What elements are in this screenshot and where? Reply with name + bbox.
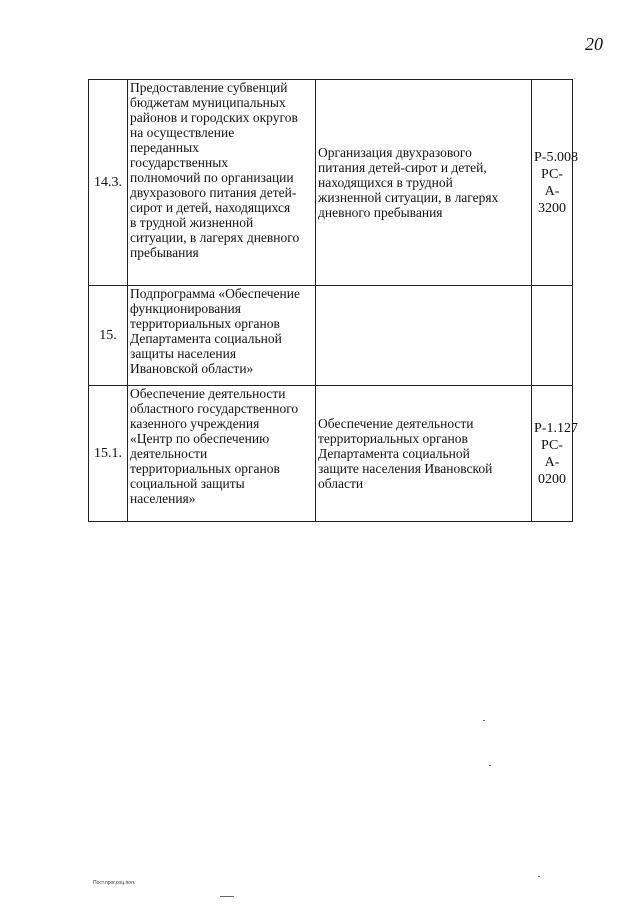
row-name: Предоставление субвенций бюджетам муниципальных районов и городских округов на осуществление переданных государственных полномочий по организации двухразового питания детей- сирот и детей, находящихся в трудной жизненной ситуации, в лагерях дневного пребывания <box>128 80 316 286</box>
scan-speck <box>483 720 485 721</box>
table-row <box>89 286 573 386</box>
row-name: Обеспечение деятельности областного государственного казенного учреждения «Центр по обеспечению деятельности территориальных органов социальной защиты населения» <box>128 386 316 522</box>
row-code: Р-5.008 РС-А- 3200 <box>532 80 573 286</box>
row-description: Обеспечение деятельности территориальных органов Департамента социальной защите населения Ивановской области <box>316 386 532 522</box>
table-row <box>89 80 573 286</box>
page-number: 20 <box>585 34 603 54</box>
row-code: Р-1.127 РС-А- 0200 <box>532 386 573 522</box>
row-number: 15. <box>89 286 128 386</box>
scan-speck <box>489 765 491 766</box>
footer-note: Пост.прог.соц.пол. <box>93 880 136 886</box>
row-description: Организация двухразового питания детей-сирот и детей, находящихся в трудной жизненной ситуации, в лагерях дневного пребывания <box>316 80 532 286</box>
table-row <box>89 386 573 522</box>
row-number: 14.3. <box>89 80 128 286</box>
row-name: Подпрограмма «Обеспечение функционирования территориальных органов Департамента социальной защиты населения Ивановской области» <box>128 286 316 386</box>
scan-speck <box>538 876 540 877</box>
program-table <box>88 79 578 522</box>
row-number: 15.1. <box>89 386 128 522</box>
scan-speck <box>220 896 234 897</box>
row-code <box>532 286 573 386</box>
row-description <box>316 286 532 386</box>
